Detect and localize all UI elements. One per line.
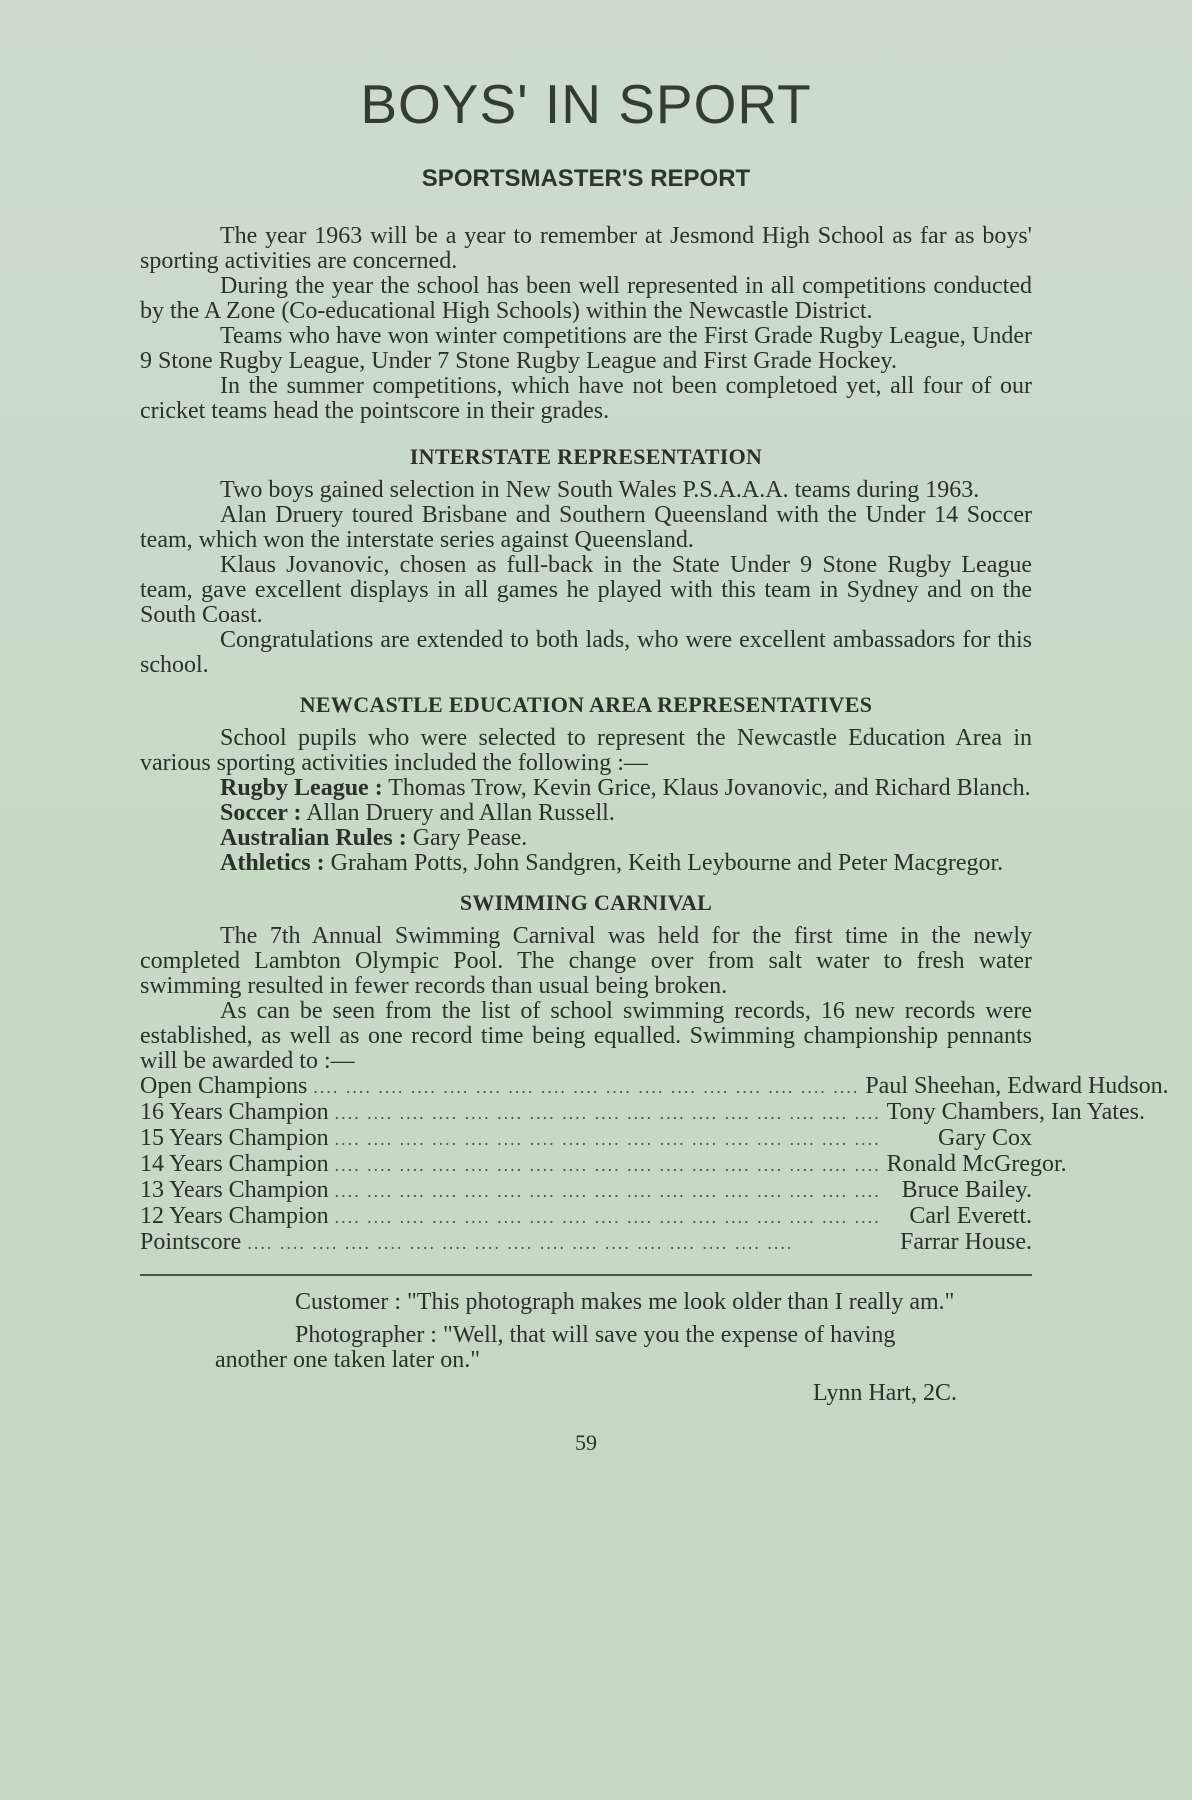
champion-category: 13 Years Champion <box>140 1177 329 1203</box>
interstate-paragraph: Klaus Jovanovic, chosen as full-back in the State Under 9 Stone Rugby League team, gave excellent displays in all games he played with this team in Sydney and on the South Coast. <box>140 552 1032 628</box>
intro-paragraph: In the summer competitions, which have not been completoed yet, all four of our cricket teams head the pointscore in their grades. <box>140 373 1032 424</box>
champion-row <box>140 1151 1067 1178</box>
champions-list <box>140 1073 1169 1256</box>
dot-leader: .... .... .... .... .... .... .... .... .... .... .... .... .... .... .... .... .... <box>313 1077 860 1097</box>
champion-row <box>140 1073 1169 1100</box>
dot-leader: .... .... .... .... .... .... .... .... .... .... .... .... .... .... .... .... .... <box>334 1207 881 1227</box>
champion-name: Farrar House. <box>900 1229 1032 1255</box>
section-heading: SWIMMING CARNIVAL <box>459 890 713 915</box>
sport-names: Thomas Trow, Kevin Grice, Klaus Jovanovic, and Richard Blanch. <box>388 775 1031 801</box>
sport-label: Soccer : <box>220 800 302 826</box>
intro-section <box>140 224 1032 424</box>
sport-names: Gary Pease. <box>412 825 528 851</box>
champion-name: Paul Sheehan, Edward Hudson. <box>865 1073 1169 1099</box>
intro-paragraph: During the year the school has been well represented in all competitions conducted by the A Zone (Co-educational High Schools) within the Newcastle District. <box>140 273 1032 324</box>
interstate-paragraph: Alan Druery toured Brisbane and Southern Queensland with the Under 14 Soccer team, which won the interstate series against Queensland. <box>140 502 1032 553</box>
content-column <box>140 70 1169 1456</box>
champion-row <box>140 1204 1032 1230</box>
dot-leader: .... .... .... .... .... .... .... .... .... .... .... .... .... .... .... .... .... <box>334 1103 881 1123</box>
champion-category: Open Champions <box>140 1073 308 1099</box>
section-heading: INTERSTATE REPRESENTATION <box>409 444 763 469</box>
representative-entry <box>140 801 1032 826</box>
champion-row <box>140 1178 1032 1204</box>
swimming-section <box>140 890 1169 1256</box>
intro-paragraph: The year 1963 will be a year to remember at Jesmond High School as far as boys' sporting activities are concerned. <box>140 223 1032 274</box>
joke-attribution: Lynn Hart, 2C. <box>813 1380 957 1406</box>
swimming-paragraph: The 7th Annual Swimming Carnival was held for the first time in the newly completed Lambton Olympic Pool. The change over from salt water to fresh water swimming resulted in fewer records than usual being broken. <box>140 923 1032 999</box>
representative-entry <box>140 776 1032 801</box>
dot-leader: .... .... .... .... .... .... .... .... .... .... .... .... .... .... .... .... .... <box>247 1233 794 1253</box>
sport-names: Allan Druery and Allan Russell. <box>306 800 615 826</box>
divider <box>140 1274 1032 1276</box>
champion-name: Bruce Bailey. <box>901 1177 1032 1203</box>
representative-entry <box>140 826 1032 851</box>
newcastle-intro: School pupils who were selected to represent the Newcastle Education Area in various sporting activities included the following :— <box>140 725 1032 776</box>
dot-leader: .... .... .... .... .... .... .... .... .... .... .... .... .... .... .... .... .... <box>334 1181 881 1201</box>
report-subtitle: SPORTSMASTER'S REPORT <box>421 165 751 192</box>
sport-label: Rugby League : <box>220 775 383 801</box>
champion-category: 15 Years Champion <box>140 1125 329 1151</box>
representative-entry <box>140 851 1032 876</box>
champion-category: 14 Years Champion <box>140 1151 329 1177</box>
page-number: 59 <box>575 1430 597 1455</box>
dot-leader: .... .... .... .... .... .... .... .... .... .... .... .... .... .... .... .... .... <box>334 1129 881 1149</box>
sport-label: Athletics : <box>220 850 325 876</box>
champion-category: 12 Years Champion <box>140 1203 329 1229</box>
joke-photographer: Photographer : "Well, that will save you the expense of having another one taken later on." <box>215 1322 896 1373</box>
sport-label: Australian Rules : <box>220 825 407 851</box>
champion-name: Tony Chambers, Ian Yates. <box>886 1099 1145 1125</box>
champion-row <box>140 1099 1145 1126</box>
newcastle-section <box>140 692 1032 876</box>
joke-section <box>215 1290 957 1373</box>
champion-row <box>140 1230 1032 1256</box>
joke-customer: Customer : "This photograph makes me look older than I really am." <box>295 1289 955 1315</box>
interstate-section <box>140 444 1032 678</box>
champion-name: Ronald McGregor. <box>886 1151 1067 1177</box>
dot-leader: .... .... .... .... .... .... .... .... .... .... .... .... .... .... .... .... .... <box>334 1155 881 1175</box>
champion-row <box>140 1126 1032 1152</box>
champion-category: Pointscore <box>140 1229 242 1255</box>
champion-name: Gary Cox <box>938 1125 1032 1151</box>
sport-names: Graham Potts, John Sandgren, Keith Leybourne and Peter Macgregor. <box>330 850 1004 876</box>
champion-category: 16 Years Champion <box>140 1099 329 1125</box>
swimming-paragraph: As can be seen from the list of school swimming records, 16 new records were established, as well as one record time being equalled. Swimming championship pennants will be awarded to :— <box>140 998 1032 1074</box>
intro-paragraph: Teams who have won winter competitions are the First Grade Rugby League, Under 9 Stone Rugby League, Under 7 Stone Rugby League and First Grade Hockey. <box>140 323 1032 374</box>
interstate-paragraph: Congratulations are extended to both lads, who were excellent ambassadors for this school. <box>140 627 1032 678</box>
page-title: BOYS' IN SPORT <box>360 73 812 135</box>
champion-name: Carl Everett. <box>909 1203 1032 1229</box>
section-heading: NEWCASTLE EDUCATION AREA REPRESENTATIVES <box>299 692 873 717</box>
interstate-paragraph: Two boys gained selection in New South Wales P.S.A.A.A. teams during 1963. <box>220 477 980 503</box>
